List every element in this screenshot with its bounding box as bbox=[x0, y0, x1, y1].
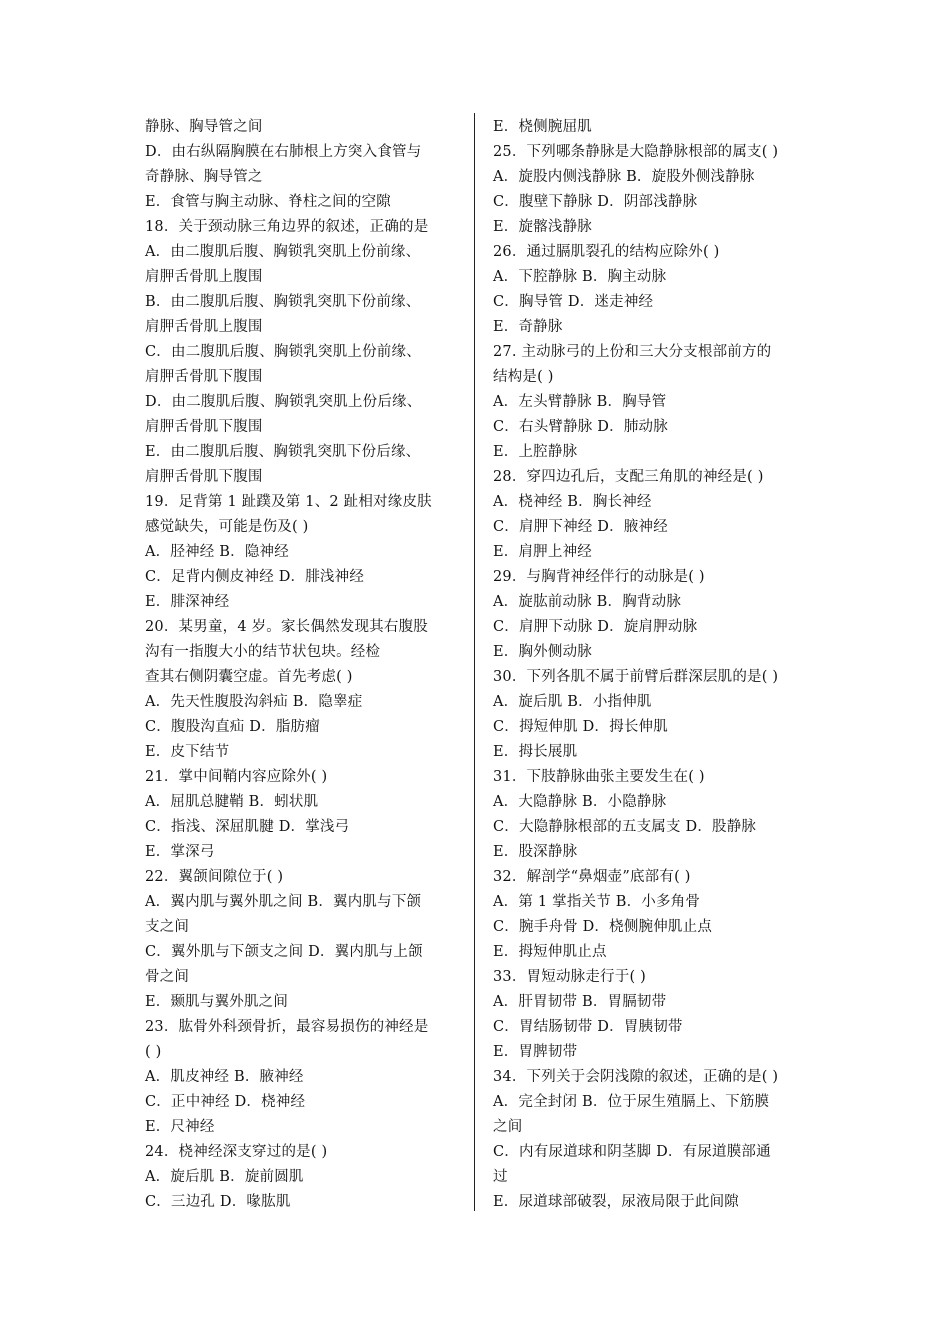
text-line: 28．穿四边孔后，支配三角肌的神经是( ) bbox=[493, 469, 764, 485]
text-line: A．肝胃韧带 B．胃膈韧带 bbox=[493, 994, 667, 1010]
text-line: 25．下列哪条静脉是大隐静脉根部的属支( ) bbox=[493, 144, 779, 160]
text-line: 31．下肢静脉曲张主要发生在( ) bbox=[493, 769, 705, 785]
text-line: 查其右侧阴囊空虚。首先考虑( ) bbox=[145, 669, 353, 685]
text-line: E．股深静脉 bbox=[493, 844, 578, 860]
text-line: E．皮下结节 bbox=[145, 744, 230, 760]
text-line: 沟有一指腹大小的结节状包块。经检 bbox=[145, 644, 381, 660]
text-line: 支之间 bbox=[145, 919, 190, 935]
text-line: 奇静脉、胸导管之 bbox=[145, 169, 263, 185]
text-line: D．由二腹肌后腹、胸锁乳突肌上份后缘、 bbox=[145, 394, 422, 410]
text-line: C．由二腹肌后腹、胸锁乳突肌上份前缘、 bbox=[145, 344, 421, 360]
text-line: 感觉缺失，可能是伤及( ) bbox=[145, 519, 309, 535]
text-line: A．屈肌总腱鞘 B．蚓状肌 bbox=[145, 794, 319, 810]
text-line: A．由二腹肌后腹、胸锁乳突肌上份前缘、 bbox=[145, 244, 421, 260]
text-line: 结构是( ) bbox=[493, 369, 554, 385]
text-line: 24．桡神经深支穿过的是( ) bbox=[145, 1144, 328, 1160]
text-line: E．尿道球部破裂，尿液局限于此间隙 bbox=[493, 1194, 739, 1210]
text-line: 肩胛舌骨肌下腹围 bbox=[145, 419, 263, 435]
text-line: 肩胛舌骨肌上腹围 bbox=[145, 319, 263, 335]
text-line: 肩胛舌骨肌上腹围 bbox=[145, 269, 263, 285]
text-line: C．胃结肠韧带 D．胃胰韧带 bbox=[493, 1019, 683, 1035]
text-line: A．左头臂静脉 B．胸导管 bbox=[493, 394, 667, 410]
text-line: A．下腔静脉 B．胸主动脉 bbox=[493, 269, 667, 285]
text-line: A．旋后肌 B．小指伸肌 bbox=[493, 694, 652, 710]
left-text-column bbox=[145, 115, 465, 1215]
text-line: D．由右纵隔胸膜在右肺根上方突入食管与 bbox=[145, 144, 422, 160]
text-line: E．肩胛上神经 bbox=[493, 544, 592, 560]
text-line: 静脉、胸导管之间 bbox=[145, 119, 263, 135]
text-line: C．大隐静脉根部的五支属支 D．股静脉 bbox=[493, 819, 757, 835]
text-line: C．腹壁下静脉 D．阴部浅静脉 bbox=[493, 194, 698, 210]
text-line: C．肩胛下动脉 D．旋肩胛动脉 bbox=[493, 619, 698, 635]
text-line: 之间 bbox=[493, 1119, 523, 1135]
text-line: 34．下列关于会阴浅隙的叙述，正确的是( ) bbox=[493, 1069, 779, 1085]
text-line: E．尺神经 bbox=[145, 1119, 215, 1135]
text-line: A．桡神经 B．胸长神经 bbox=[493, 494, 652, 510]
text-line: C．足背内侧皮神经 D．腓浅神经 bbox=[145, 569, 365, 585]
text-line: 30．下列各肌不属于前臂后群深层肌的是( ) bbox=[493, 669, 779, 685]
text-line: 22．翼颌间隙位于( ) bbox=[145, 869, 284, 885]
text-line: 32．解剖学“鼻烟壶”底部有( ) bbox=[493, 869, 691, 885]
text-line: A．翼内肌与翼外肌之间 B．翼内肌与下颌 bbox=[145, 894, 422, 910]
text-line: C．三边孔 D．喙肱肌 bbox=[145, 1194, 291, 1210]
text-line: 19．足背第 1 趾蹼及第 1、2 趾相对缘皮肤 bbox=[145, 494, 432, 510]
text-line: E．由二腹肌后腹、胸锁乳突肌下份后缘、 bbox=[145, 444, 421, 460]
text-line: E．掌深弓 bbox=[145, 844, 215, 860]
text-line: 26．通过膈肌裂孔的结构应除外( ) bbox=[493, 244, 720, 260]
text-line: A．大隐静脉 B．小隐静脉 bbox=[493, 794, 667, 810]
text-line: C．翼外肌与下颌支之间 D．翼内肌与上颌 bbox=[145, 944, 423, 960]
text-line: 肩胛舌骨肌下腹围 bbox=[145, 469, 263, 485]
text-line: E．腓深神经 bbox=[145, 594, 230, 610]
text-line: C．右头臂静脉 D．肺动脉 bbox=[493, 419, 668, 435]
text-line: 18．关于颈动脉三角边界的叙述，正确的是 bbox=[145, 219, 429, 235]
text-line: A．完全封闭 B．位于尿生殖膈上、下筋膜 bbox=[493, 1094, 770, 1110]
text-line: A．先天性腹股沟斜疝 B．隐睾症 bbox=[145, 694, 363, 710]
text-line: C．胸导管 D．迷走神经 bbox=[493, 294, 654, 310]
text-line: 骨之间 bbox=[145, 969, 190, 985]
text-line: 33．胃短动脉走行于( ) bbox=[493, 969, 646, 985]
text-line: 29．与胸背神经伴行的动脉是( ) bbox=[493, 569, 705, 585]
text-line: 27. 主动脉弓的上份和三大分支根部前方的 bbox=[493, 344, 772, 360]
text-line: 过 bbox=[493, 1169, 508, 1185]
column-divider bbox=[474, 113, 475, 1211]
text-line: 20．某男童，4 岁。家长偶然发现其右腹股 bbox=[145, 619, 428, 635]
text-line: E．桡侧腕屈肌 bbox=[493, 119, 592, 135]
text-line: C．指浅、深屈肌腱 D．掌浅弓 bbox=[145, 819, 350, 835]
text-line: E．食管与胸主动脉、脊柱之间的空隙 bbox=[145, 194, 391, 210]
text-line: C．腕手舟骨 D．桡侧腕伸肌止点 bbox=[493, 919, 713, 935]
text-line: 23．肱骨外科颈骨折，最容易损伤的神经是 bbox=[145, 1019, 429, 1035]
text-line: A．旋后肌 B．旋前圆肌 bbox=[145, 1169, 304, 1185]
text-line: C．内有尿道球和阴茎脚 D．有尿道膜部通 bbox=[493, 1144, 771, 1160]
text-line: A．旋肱前动脉 B．胸背动脉 bbox=[493, 594, 682, 610]
text-line: C．肩胛下神经 D．腋神经 bbox=[493, 519, 668, 535]
text-line: E．胸外侧动脉 bbox=[493, 644, 592, 660]
text-line: 21．掌中间鞘内容应除外( ) bbox=[145, 769, 328, 785]
text-line: ( ) bbox=[145, 1044, 162, 1060]
text-line: C．正中神经 D．桡神经 bbox=[145, 1094, 306, 1110]
text-line: A．旋股内侧浅静脉 B．旋股外侧浅静脉 bbox=[493, 169, 755, 185]
text-line: A．第 1 掌指关节 B．小多角骨 bbox=[493, 894, 701, 910]
text-line: E．颞肌与翼外肌之间 bbox=[145, 994, 289, 1010]
text-line: B．由二腹肌后腹、胸锁乳突肌下份前缘、 bbox=[145, 294, 421, 310]
text-line: E．奇静脉 bbox=[493, 319, 563, 335]
text-line: E．上腔静脉 bbox=[493, 444, 578, 460]
text-line: E．拇短伸肌止点 bbox=[493, 944, 607, 960]
text-line: E．旋髂浅静脉 bbox=[493, 219, 592, 235]
text-line: 肩胛舌骨肌下腹围 bbox=[145, 369, 263, 385]
text-line: C．腹股沟直疝 D．脂肪瘤 bbox=[145, 719, 320, 735]
text-line: E．拇长展肌 bbox=[493, 744, 578, 760]
text-line: E．胃脾韧带 bbox=[493, 1044, 578, 1060]
text-line: A．肌皮神经 B．腋神经 bbox=[145, 1069, 304, 1085]
text-line: A．胫神经 B．隐神经 bbox=[145, 544, 289, 560]
text-line: C．拇短伸肌 D．拇长伸肌 bbox=[493, 719, 668, 735]
right-text-column bbox=[493, 115, 813, 1215]
